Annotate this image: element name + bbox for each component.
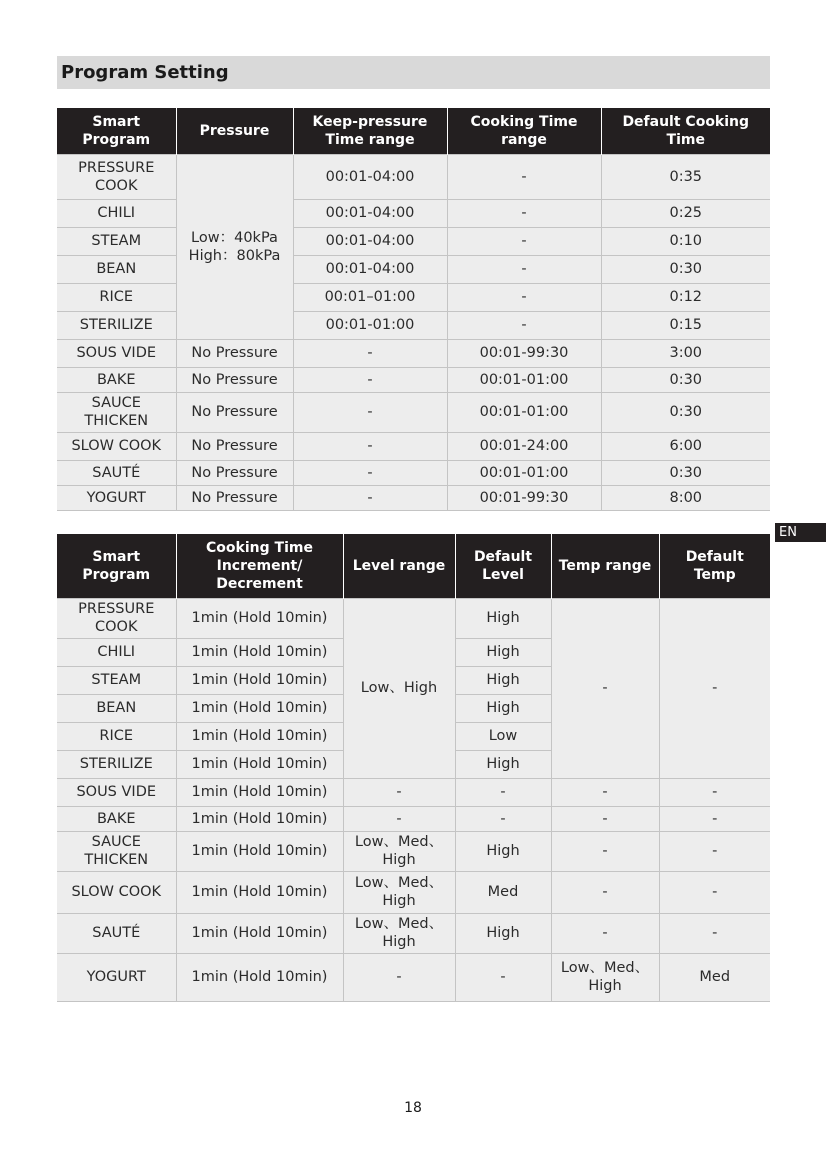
header-cooking-time-increment: Cooking Time Increment/ Decrement <box>176 534 343 598</box>
program-cell: PRESSURE COOK <box>57 598 176 638</box>
table-row <box>57 871 770 913</box>
program-cell: STERILIZE <box>57 750 176 778</box>
table-row <box>57 227 770 255</box>
default-level-cell: - <box>455 778 551 806</box>
pressure-cell: No Pressure <box>176 392 293 432</box>
cooking-range-cell: - <box>447 311 601 339</box>
pressure-merged-cell: Low：40kPa High：80kPa <box>176 154 293 339</box>
level-range-cell: Low、Med、High <box>343 871 455 913</box>
header-pressure: Pressure <box>176 108 293 154</box>
default-time-cell: 0:30 <box>601 460 770 485</box>
program-cell: SOUS VIDE <box>57 778 176 806</box>
level-range-cell: Low、Med、High <box>343 831 455 871</box>
default-temp-cell: - <box>659 871 770 913</box>
keep-pressure-cell: - <box>293 460 447 485</box>
default-temp-cell: - <box>659 913 770 953</box>
table-row <box>57 806 770 831</box>
temp-range-merged-cell: - <box>551 598 659 778</box>
program-cell: SLOW COOK <box>57 871 176 913</box>
increment-cell: 1min (Hold 10min) <box>176 913 343 953</box>
table-row <box>57 154 770 199</box>
keep-pressure-cell: 00:01-04:00 <box>293 199 447 227</box>
cooking-range-cell: 00:01-99:30 <box>447 485 601 510</box>
cooking-range-cell: - <box>447 199 601 227</box>
header-smart-program: Smart Program <box>57 108 176 154</box>
level-range-cell: - <box>343 778 455 806</box>
keep-pressure-cell: 00:01-01:00 <box>293 311 447 339</box>
header-default-level: Default Level <box>455 534 551 598</box>
table-header-row <box>57 534 770 598</box>
default-time-cell: 0:30 <box>601 255 770 283</box>
program-cell: PRESSURE COOK <box>57 154 176 199</box>
cooking-range-cell: - <box>447 154 601 199</box>
default-temp-cell: - <box>659 778 770 806</box>
pressure-program-table <box>57 108 770 511</box>
level-range-cell: - <box>343 806 455 831</box>
temp-range-cell: - <box>551 913 659 953</box>
temp-range-cell: - <box>551 778 659 806</box>
default-level-cell: High <box>455 638 551 666</box>
keep-pressure-cell: 00:01–01:00 <box>293 283 447 311</box>
program-cell: BAKE <box>57 367 176 392</box>
default-level-cell: High <box>455 666 551 694</box>
increment-cell: 1min (Hold 10min) <box>176 831 343 871</box>
increment-cell: 1min (Hold 10min) <box>176 806 343 831</box>
pressure-cell: No Pressure <box>176 432 293 460</box>
cooking-range-cell: - <box>447 283 601 311</box>
header-smart-program: Smart Program <box>57 534 176 598</box>
temp-range-cell: - <box>551 806 659 831</box>
default-level-cell: High <box>455 694 551 722</box>
program-cell: STEAM <box>57 666 176 694</box>
temp-range-cell: - <box>551 871 659 913</box>
default-time-cell: 0:10 <box>601 227 770 255</box>
increment-cell: 1min (Hold 10min) <box>176 722 343 750</box>
pressure-cell: No Pressure <box>176 460 293 485</box>
table-row <box>57 255 770 283</box>
increment-cell: 1min (Hold 10min) <box>176 871 343 913</box>
cooking-range-cell: - <box>447 227 601 255</box>
increment-cell: 1min (Hold 10min) <box>176 638 343 666</box>
header-keep-pressure: Keep-pressure Time range <box>293 108 447 154</box>
temp-range-cell: Low、Med、High <box>551 953 659 1001</box>
cooking-range-cell: 00:01-01:00 <box>447 392 601 432</box>
program-cell: SLOW COOK <box>57 432 176 460</box>
default-level-cell: High <box>455 598 551 638</box>
table-row <box>57 778 770 806</box>
section-title: Program Setting <box>61 62 229 83</box>
header-cooking-time-range: Cooking Time range <box>447 108 601 154</box>
table-header-row <box>57 108 770 154</box>
table-row <box>57 460 770 485</box>
default-level-cell: Low <box>455 722 551 750</box>
program-cell: SAUCE THICKEN <box>57 392 176 432</box>
keep-pressure-cell: - <box>293 485 447 510</box>
table-row <box>57 953 770 1001</box>
cooking-range-cell: - <box>447 255 601 283</box>
table-row <box>57 831 770 871</box>
cooking-range-cell: 00:01-01:00 <box>447 367 601 392</box>
default-time-cell: 0:30 <box>601 367 770 392</box>
default-temp-cell: Med <box>659 953 770 1001</box>
default-level-cell: Med <box>455 871 551 913</box>
default-time-cell: 0:25 <box>601 199 770 227</box>
level-range-cell: Low、Med、High <box>343 913 455 953</box>
cooking-range-cell: 00:01-99:30 <box>447 339 601 367</box>
header-temp-range: Temp range <box>551 534 659 598</box>
default-level-cell: High <box>455 831 551 871</box>
program-cell: SAUTÉ <box>57 460 176 485</box>
program-cell: CHILI <box>57 199 176 227</box>
page-number: 18 <box>404 1100 422 1116</box>
default-level-cell: High <box>455 750 551 778</box>
program-cell: BAKE <box>57 806 176 831</box>
section-title-bar <box>57 56 770 89</box>
increment-cell: 1min (Hold 10min) <box>176 598 343 638</box>
default-temp-cell: - <box>659 806 770 831</box>
pressure-cell: No Pressure <box>176 485 293 510</box>
default-temp-cell: - <box>659 831 770 871</box>
table-row <box>57 598 770 638</box>
program-level-table <box>57 534 770 1002</box>
temp-range-cell: - <box>551 831 659 871</box>
program-cell: SOUS VIDE <box>57 339 176 367</box>
program-cell: BEAN <box>57 255 176 283</box>
table-row <box>57 283 770 311</box>
header-level-range: Level range <box>343 534 455 598</box>
keep-pressure-cell: - <box>293 367 447 392</box>
cooking-range-cell: 00:01-24:00 <box>447 432 601 460</box>
program-cell: SAUCE THICKEN <box>57 831 176 871</box>
level-range-merged-cell: Low、High <box>343 598 455 778</box>
default-time-cell: 0:35 <box>601 154 770 199</box>
header-default-temp: Default Temp <box>659 534 770 598</box>
program-cell: STERILIZE <box>57 311 176 339</box>
default-time-cell: 3:00 <box>601 339 770 367</box>
table-row <box>57 913 770 953</box>
program-cell: STEAM <box>57 227 176 255</box>
default-temp-merged-cell: - <box>659 598 770 778</box>
program-cell: YOGURT <box>57 953 176 1001</box>
table-row <box>57 392 770 432</box>
keep-pressure-cell: - <box>293 432 447 460</box>
program-cell: CHILI <box>57 638 176 666</box>
header-default-cooking-time: Default Cooking Time <box>601 108 770 154</box>
increment-cell: 1min (Hold 10min) <box>176 750 343 778</box>
program-cell: BEAN <box>57 694 176 722</box>
table-row <box>57 432 770 460</box>
cooking-range-cell: 00:01-01:00 <box>447 460 601 485</box>
increment-cell: 1min (Hold 10min) <box>176 953 343 1001</box>
pressure-cell: No Pressure <box>176 339 293 367</box>
default-level-cell: High <box>455 913 551 953</box>
increment-cell: 1min (Hold 10min) <box>176 778 343 806</box>
pressure-cell: No Pressure <box>176 367 293 392</box>
table-row <box>57 485 770 510</box>
keep-pressure-cell: - <box>293 339 447 367</box>
default-time-cell: 8:00 <box>601 485 770 510</box>
default-time-cell: 6:00 <box>601 432 770 460</box>
table-row <box>57 339 770 367</box>
program-cell: RICE <box>57 722 176 750</box>
table-row <box>57 367 770 392</box>
default-level-cell: - <box>455 806 551 831</box>
keep-pressure-cell: 00:01-04:00 <box>293 255 447 283</box>
keep-pressure-cell: 00:01-04:00 <box>293 154 447 199</box>
table-row <box>57 311 770 339</box>
default-time-cell: 0:30 <box>601 392 770 432</box>
increment-cell: 1min (Hold 10min) <box>176 666 343 694</box>
level-range-cell: - <box>343 953 455 1001</box>
program-cell: SAUTÉ <box>57 913 176 953</box>
table-row <box>57 199 770 227</box>
language-tab: EN <box>775 523 826 542</box>
program-cell: YOGURT <box>57 485 176 510</box>
increment-cell: 1min (Hold 10min) <box>176 694 343 722</box>
keep-pressure-cell: 00:01-04:00 <box>293 227 447 255</box>
default-time-cell: 0:12 <box>601 283 770 311</box>
default-level-cell: - <box>455 953 551 1001</box>
default-time-cell: 0:15 <box>601 311 770 339</box>
keep-pressure-cell: - <box>293 392 447 432</box>
program-cell: RICE <box>57 283 176 311</box>
